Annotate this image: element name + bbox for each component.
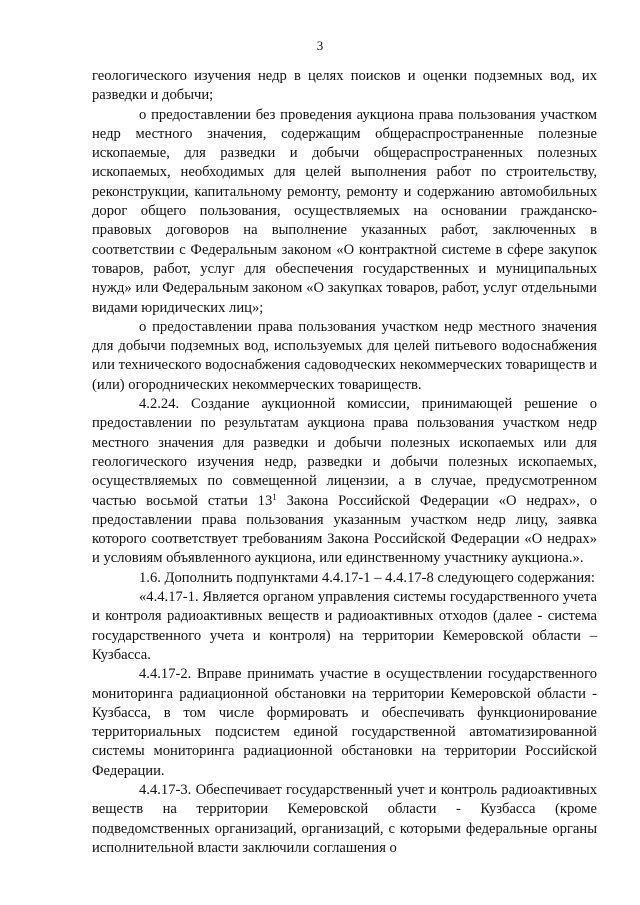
paragraph-4-2-24-part-2: Закона Российской Федерации «О недрах», о предоставлении права пользования указанным участком недр лицу, заявка которого соответствует требованиям Закона Российской Федерации «О недрах» и условиям объявленного аукциона, или единственному участнику аукциона.».	[92, 492, 598, 567]
paragraph-auction-exemption: о предоставлении без проведения аукциона права пользования участком недр местного значения, содержащим общераспространенные полезные ископаемые, для разведки и добычи общераспространенных полезных ископаемых, необходимых для целей выполнения работ по строительству, реконструкции, капитальному ремонту, ремонту и содержанию автомобильных дорог общего пользования, осуществляемых на основании гражданско-правовых договоров на выполнение указанных работ, заключенных в соответствии с Федеральным законом «О контрактной системе в сфере закупок товаров, работ, услуг для обеспечения государственных и муниципальных нужд» или Федеральным законом «О закупках товаров, работ, услуг отдельными видами юридических лиц»;	[92, 106, 597, 316]
document-body	[92, 67, 597, 858]
paragraph-4-4-17-2: 4.4.17-2. Вправе принимать участие в осуществлении государственного мониторинга радиационной обстановки на территории Кемеровской области - Кузбасса, в том числе формировать и обеспечивать функционирование территориальных подсистем единой государственной автоматизированной системы мониторинга радиационной обстановки на территории Российской Федерации.	[92, 666, 597, 779]
paragraph-4-4-17-3: 4.4.17-3. Обеспечивает государственный учет и контроль радиоактивных веществ на территории Кемеровской области - Кузбасса (кроме подведомственных организаций, организаций, с которыми федеральные органы исполнительной власти заключили соглашения о	[92, 781, 597, 856]
paragraph-continuation: геологического изучения недр в целях поисков и оценки подземных вод, их разведки и добычи;	[92, 68, 597, 104]
paragraph-groundwater: о предоставлении права пользования участком недр местного значения для добычи подземных вод, используемых для целей питьевого водоснабжения или технического водоснабжения садоводческих некоммерческих товариществ и (или) огороднических некоммерческих товариществ.	[92, 318, 597, 393]
page-number: 3	[316, 38, 324, 53]
paragraph-4-2-24	[92, 395, 597, 569]
superscript-1: 1	[272, 491, 277, 502]
paragraph-1-6: 1.6. Дополнить подпунктами 4.4.17-1 – 4.4.17-8 следующего содержания:	[139, 569, 595, 586]
paragraph-4-4-17-1: «4.4.17-1. Является органом управления системы государственного учета и контроля радиоактивных веществ и радиоактивных отходов (далее - система государственного учета и контроля) на территории Кемеровской области – Кузбасса.	[92, 589, 597, 663]
paragraph-4-2-24-part-1: 4.2.24. Создание аукционной комиссии, принимающей решение о предоставлении по результатам аукциона права пользования участком недр местного значения для разведки и добычи полезных ископаемых или для геологического изучения недр, разведки и добычи полезных ископаемых, осуществляемых по совмещенной лицензии, а в случае, предусмотренном частью восьмой статьи 13	[92, 396, 597, 509]
